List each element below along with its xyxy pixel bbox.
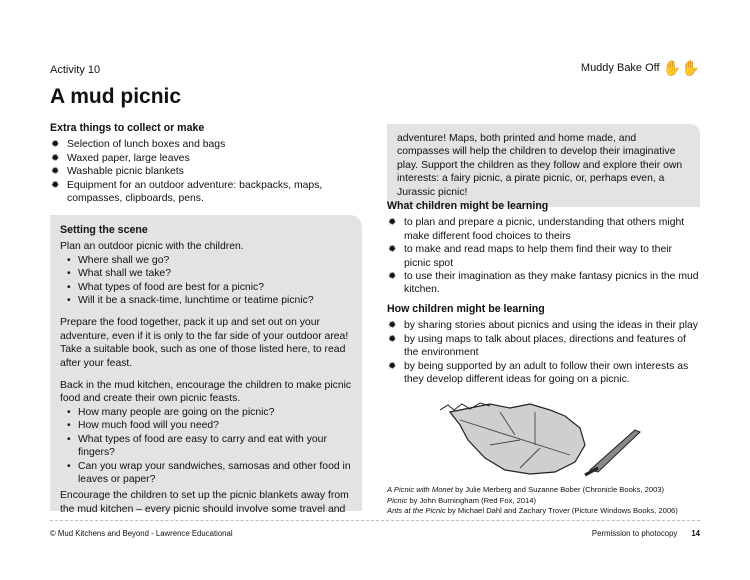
list-item: • What shall we take? bbox=[60, 267, 352, 280]
list-item: • How much food will you need? bbox=[60, 419, 352, 432]
scene-paragraph: Back in the mud kitchen, encourage the children to make picnic food and create their own picnic feasts. bbox=[60, 380, 352, 405]
book-title: Picnic bbox=[387, 495, 408, 505]
permission-note: Permission to photocopy bbox=[591, 529, 678, 538]
book-title: Ants at the Picnic bbox=[387, 506, 446, 515]
series-header bbox=[560, 62, 700, 75]
list-item: ✹ by using maps to talk about places, directions and features of the environment bbox=[387, 333, 700, 360]
list-item: • What types of food are best for a picnic? bbox=[60, 281, 352, 294]
list-item: ✹ Washable picnic blankets bbox=[50, 165, 362, 178]
page-title: A mud picnic bbox=[50, 85, 182, 108]
list-item: ✹ Waxed paper, large leaves bbox=[50, 152, 362, 165]
book-item bbox=[387, 496, 678, 507]
book-title: A Picnic with Monet bbox=[387, 485, 453, 494]
scene-intro: Plan an outdoor picnic with the children. bbox=[60, 241, 244, 253]
list-item: ✹ by sharing stories about picnics and using the ideas in their play bbox=[387, 319, 700, 332]
what-heading: What children might be learning bbox=[387, 200, 549, 212]
what-learning-section bbox=[387, 200, 700, 297]
scene-paragraph: Prepare the food together, pack it up and set out on your adventure, even if it is only to the far side of your outdoor area! Take a suitable book, such as one of those listed here, to read after your feast. bbox=[60, 317, 349, 369]
extras-heading: Extra things to collect or make bbox=[50, 122, 205, 134]
footer-copyright: © Mud Kitchens and Beyond - Lawrence Educational bbox=[50, 529, 233, 538]
extras-section bbox=[50, 122, 362, 205]
how-heading: How children might be learning bbox=[387, 303, 545, 315]
list-item: • Can you wrap your sandwiches, samosas and other food in leaves or paper? bbox=[60, 460, 352, 487]
book-item bbox=[387, 506, 678, 517]
book-details: by John Burningham (Red Fox, 2014) bbox=[407, 495, 537, 505]
continued-box: adventure! Maps, both printed and home made, and compasses will help the children to develop their imaginative play. Support the children as they follow and explore their own interests: a fairy picnic, a pirate picnic, or, perhaps even, a Jurassic picnic! bbox=[387, 124, 700, 207]
book-list bbox=[387, 485, 678, 517]
how-learning-section bbox=[387, 303, 700, 386]
list-item: • Where shall we go? bbox=[60, 254, 352, 267]
series-title: Muddy Bake Off bbox=[580, 62, 660, 74]
book-details: by Julie Merberg and Suzanne Bober (Chronicle Books, 2003) bbox=[452, 485, 665, 494]
list-item: ✹ Equipment for an outdoor adventure: backpacks, maps, compasses, clipboards, pens. bbox=[50, 179, 362, 206]
activity-number: Activity 10 bbox=[50, 64, 101, 76]
footer-divider bbox=[50, 520, 700, 521]
scene-heading: Setting the scene bbox=[60, 224, 148, 236]
book-item bbox=[387, 485, 678, 496]
list-item: ✹ Selection of lunch boxes and bags bbox=[50, 138, 362, 151]
scene-paragraph: Encourage the children to set up the picnic blankets away from the mud kitchen – every picnic should involve some travel and bbox=[60, 490, 349, 515]
book-details: by Michael Dahl and Zachary Trover (Picture Windows Books, 2006) bbox=[445, 506, 678, 515]
list-item: ✹ by being supported by an adult to follow their own interests as they develop different ideas for going on a picnic. bbox=[387, 360, 700, 387]
list-item: ✹ to plan and prepare a picnic, understanding that others might make different food choices to theirs bbox=[387, 216, 700, 243]
list-item: ✹ to make and read maps to help them find their way to their picnic spot bbox=[387, 243, 700, 270]
page-number: 14 bbox=[691, 529, 700, 538]
list-item: • What types of food are easy to carry and eat with your fingers? bbox=[60, 433, 352, 460]
list-item: ✹ to use their imagination as they make fantasy picnics in the mud kitchen. bbox=[387, 270, 700, 297]
setting-the-scene-box bbox=[50, 215, 362, 515]
list-item: • How many people are going on the picnic? bbox=[60, 406, 352, 419]
list-item: • Will it be a snack-time, lunchtime or teatime picnic? bbox=[60, 294, 352, 307]
footer-right bbox=[560, 527, 700, 540]
leaf-plate-illustration bbox=[440, 400, 650, 480]
handprints-icon: ✋✋ bbox=[662, 60, 700, 77]
